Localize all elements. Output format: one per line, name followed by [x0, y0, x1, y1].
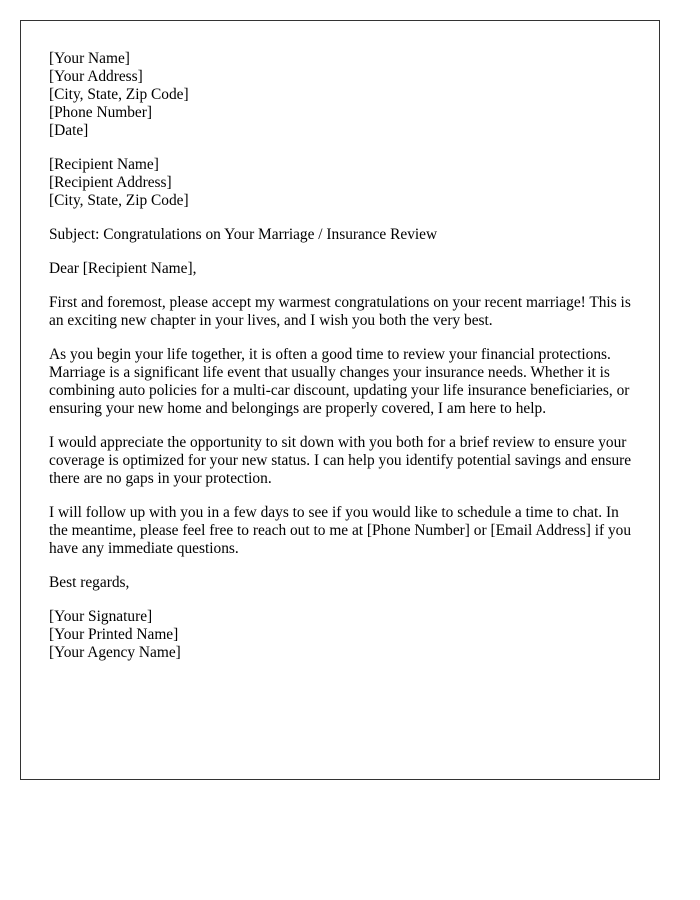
recipient-address: [Recipient Address]: [49, 174, 172, 191]
paragraph-meeting: I would appreciate the opportunity to sit down with you both for a brief review to ensure your coverage is optimized for your new status. I can help you identify potential savings and ensure there are no gaps in your protection.: [49, 434, 632, 487]
signature-block: [49, 608, 639, 662]
subject-line: Subject: Congratulations on Your Marriage / Insurance Review: [49, 226, 438, 243]
salutation: Dear [Recipient Name],: [49, 260, 197, 277]
paragraph-congratulations: First and foremost, please accept my warmest congratulations on your recent marriage! This is an exciting new chapter in your lives, and I wish you both the very best.: [49, 294, 631, 329]
letter-page: [20, 20, 660, 780]
sender-phone: [Phone Number]: [49, 104, 153, 121]
sender-name: [Your Name]: [49, 50, 130, 67]
letter-date: [Date]: [49, 122, 89, 139]
sender-city-state-zip: [City, State, Zip Code]: [49, 86, 189, 103]
closing: Best regards,: [49, 574, 130, 591]
recipient-block: [49, 156, 639, 210]
printed-name: [Your Printed Name]: [49, 626, 179, 643]
sender-block: [49, 50, 639, 140]
paragraph-review: As you begin your life together, it is often a good time to review your financial protections. Marriage is a significant life event that usually changes your insurance needs. Whether it is combining auto policies for a multi-car discount, updating your life insurance beneficiaries, or ensuring your new home and belongings are properly covered, I am here to help.: [49, 346, 630, 417]
letter-body: [49, 50, 639, 678]
agency-name: [Your Agency Name]: [49, 644, 181, 661]
paragraph-follow-up: I will follow up with you in a few days to see if you would like to schedule a time to chat. In the meantime, please feel free to reach out to me at [Phone Number] or [Email Address] if you have any immediate questions.: [49, 504, 632, 557]
recipient-name: [Recipient Name]: [49, 156, 159, 173]
signature: [Your Signature]: [49, 608, 153, 625]
sender-address: [Your Address]: [49, 68, 143, 85]
recipient-city-state-zip: [City, State, Zip Code]: [49, 192, 189, 209]
